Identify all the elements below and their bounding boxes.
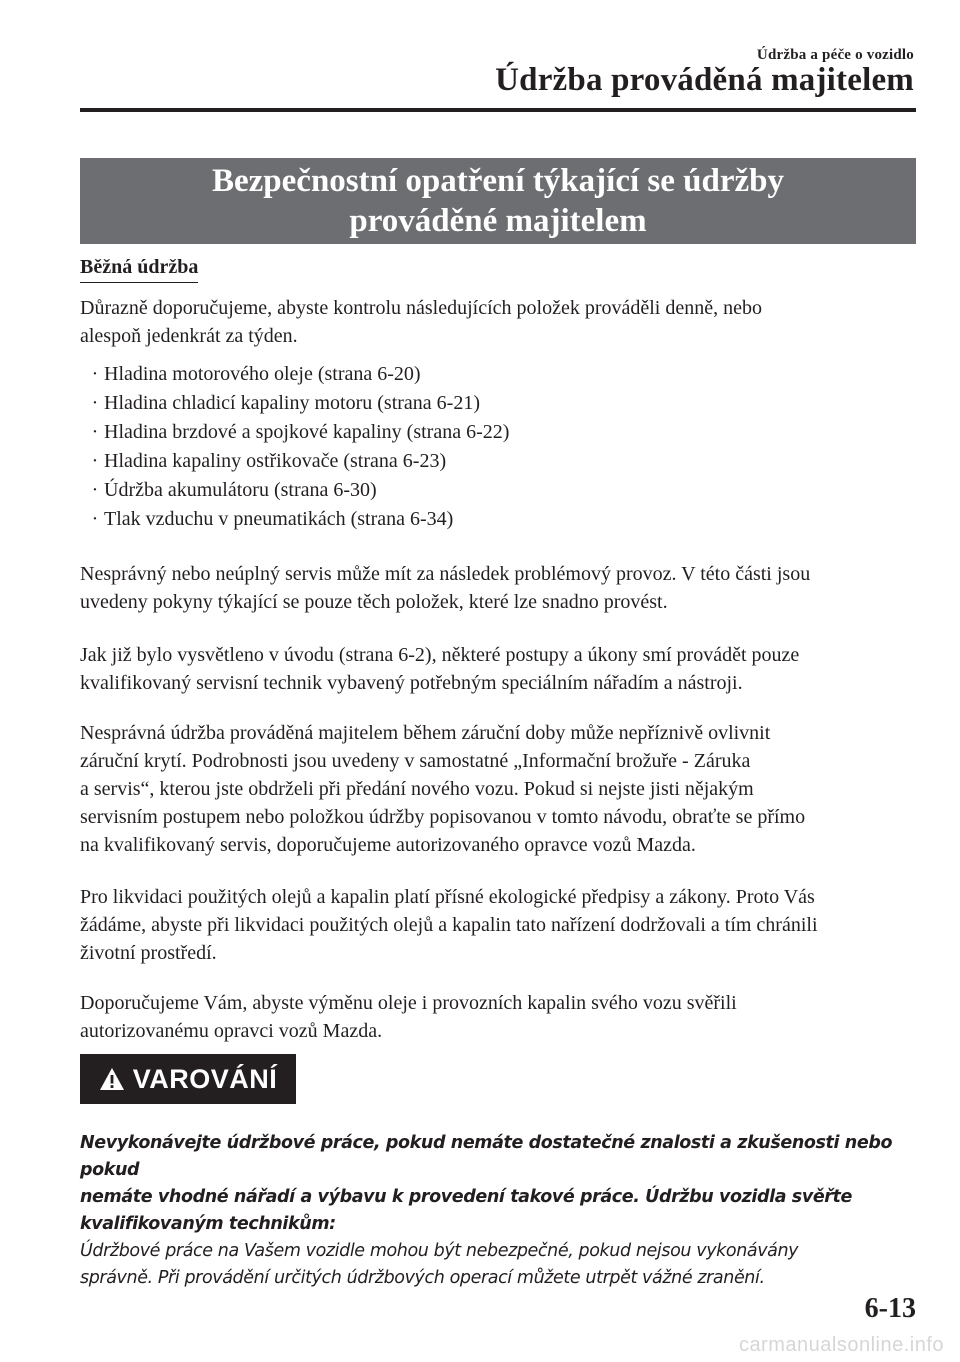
bullet-icon: · [91, 450, 99, 472]
warning-triangle-icon [99, 1067, 125, 1091]
text-line: záruční krytí. Podrobnosti jsou uvedeny v samostatné „Informační brožuře - Záruka [80, 750, 751, 772]
warning-line: správně. Při provádění určitých údržbových operací můžete utrpět vážné zranění. [80, 1268, 765, 1288]
warning-text [80, 1130, 916, 1292]
subheading: Běžná údržba [80, 256, 198, 283]
text-line: a servis“, kterou jste obdrželi při předání nového vozu. Pokud si nejste jisti nějakým [80, 778, 754, 800]
list-item: · Hladina chladicí kapaliny motoru (strana 6-21) [86, 389, 509, 418]
text-line: servisním postupem nebo položkou údržby popisovanou v tomto návodu, obraťte se přímo [80, 806, 806, 828]
intro-paragraph [80, 294, 916, 350]
banner-line-2: prováděné majitelem [349, 203, 647, 239]
warning-line: Údržbové práce na Vašem vozidle mohou být nebezpečné, pokud nejsou vykonávány [80, 1241, 799, 1261]
banner-line-1: Bezpečnostní opatření týkající se údržby [212, 163, 784, 199]
list-item: · Tlak vzduchu v pneumatikách (strana 6-34) [86, 505, 509, 534]
text-line: Důrazně doporučujeme, abyste kontrolu následujících položek prováděli denně, nebo [80, 297, 762, 319]
paragraph-2 [80, 641, 916, 697]
warning-bold-line: nemáte vhodné nářadí a výbavu k provedení takové práce. Údržbu vozidla svěřte [80, 1187, 852, 1207]
bullet-icon: · [91, 421, 99, 443]
text-line: alespoň jedenkrát za týden. [80, 325, 298, 347]
text-line: Doporučujeme Vám, abyste výměnu oleje i provozních kapalin svého vozu svěřili [80, 992, 737, 1014]
chapter-header: Údržba a péče o vozidlo [756, 47, 914, 63]
bullet-icon: · [91, 392, 99, 414]
text-line: Jak již bylo vysvětleno v úvodu (strana 6-2), některé postupy a úkony smí provádět pouze [80, 644, 800, 666]
bullet-icon: · [91, 508, 99, 530]
bullet-icon: · [91, 479, 99, 501]
bullet-icon: · [91, 363, 99, 385]
warning-bold-line: Nevykonávejte údržbové práce, pokud nemáte dostatečné znalosti a zkušenosti nebo pokud [80, 1133, 893, 1180]
maintenance-list [86, 360, 509, 534]
list-item: · Hladina kapaliny ostřikovače (strana 6-23) [86, 447, 509, 476]
header-rule [80, 108, 916, 112]
warning-label-text: VAROVÁNÍ [132, 1063, 278, 1094]
text-line: uvedeny pokyny týkající se pouze těch položek, které lze snadno provést. [80, 591, 668, 613]
text-line: autorizovanému opravci vozů Mazda. [80, 1020, 383, 1042]
warning-bold-line: kvalifikovaným technikům: [80, 1214, 336, 1234]
list-item: · Hladina brzdové a spojkové kapaliny (strana 6-22) [86, 418, 509, 447]
paragraph-5 [80, 989, 916, 1045]
text-line: životní prostředí. [80, 942, 217, 964]
list-item: · Údržba akumulátoru (strana 6-30) [86, 476, 509, 505]
text-line: kvalifikovaný servisní technik vybavený potřebným speciálním nářadím a nástroji. [80, 672, 743, 694]
paragraph-1 [80, 560, 916, 616]
text-line: Pro likvidaci použitých olejů a kapalin platí přísné ekologické předpisy a zákony. Proto Vás [80, 886, 815, 908]
warning-label [80, 1054, 296, 1104]
text-line: Nesprávná údržba prováděná majitelem během záruční doby může nepříznivě ovlivnit [80, 722, 771, 744]
text-line: na kvalifikovaný servis, doporučujeme autorizovaného opravce vozů Mazda. [80, 834, 696, 856]
section-header-title: Údržba prováděná majitelem [495, 62, 914, 98]
paragraph-4 [80, 883, 916, 967]
page-number: 6-13 [864, 1293, 916, 1324]
watermark: carmanualsonline.info [738, 1334, 944, 1356]
section-banner [80, 158, 916, 244]
text-line: Nesprávný nebo neúplný servis může mít za následek problémový provoz. V této části jsou [80, 563, 811, 585]
text-line: žádáme, abyste při likvidaci použitých olejů a kapalin tato nařízení dodržovali a tím chránili [80, 914, 818, 936]
list-item: · Hladina motorového oleje (strana 6-20) [86, 360, 509, 389]
paragraph-3 [80, 719, 916, 859]
